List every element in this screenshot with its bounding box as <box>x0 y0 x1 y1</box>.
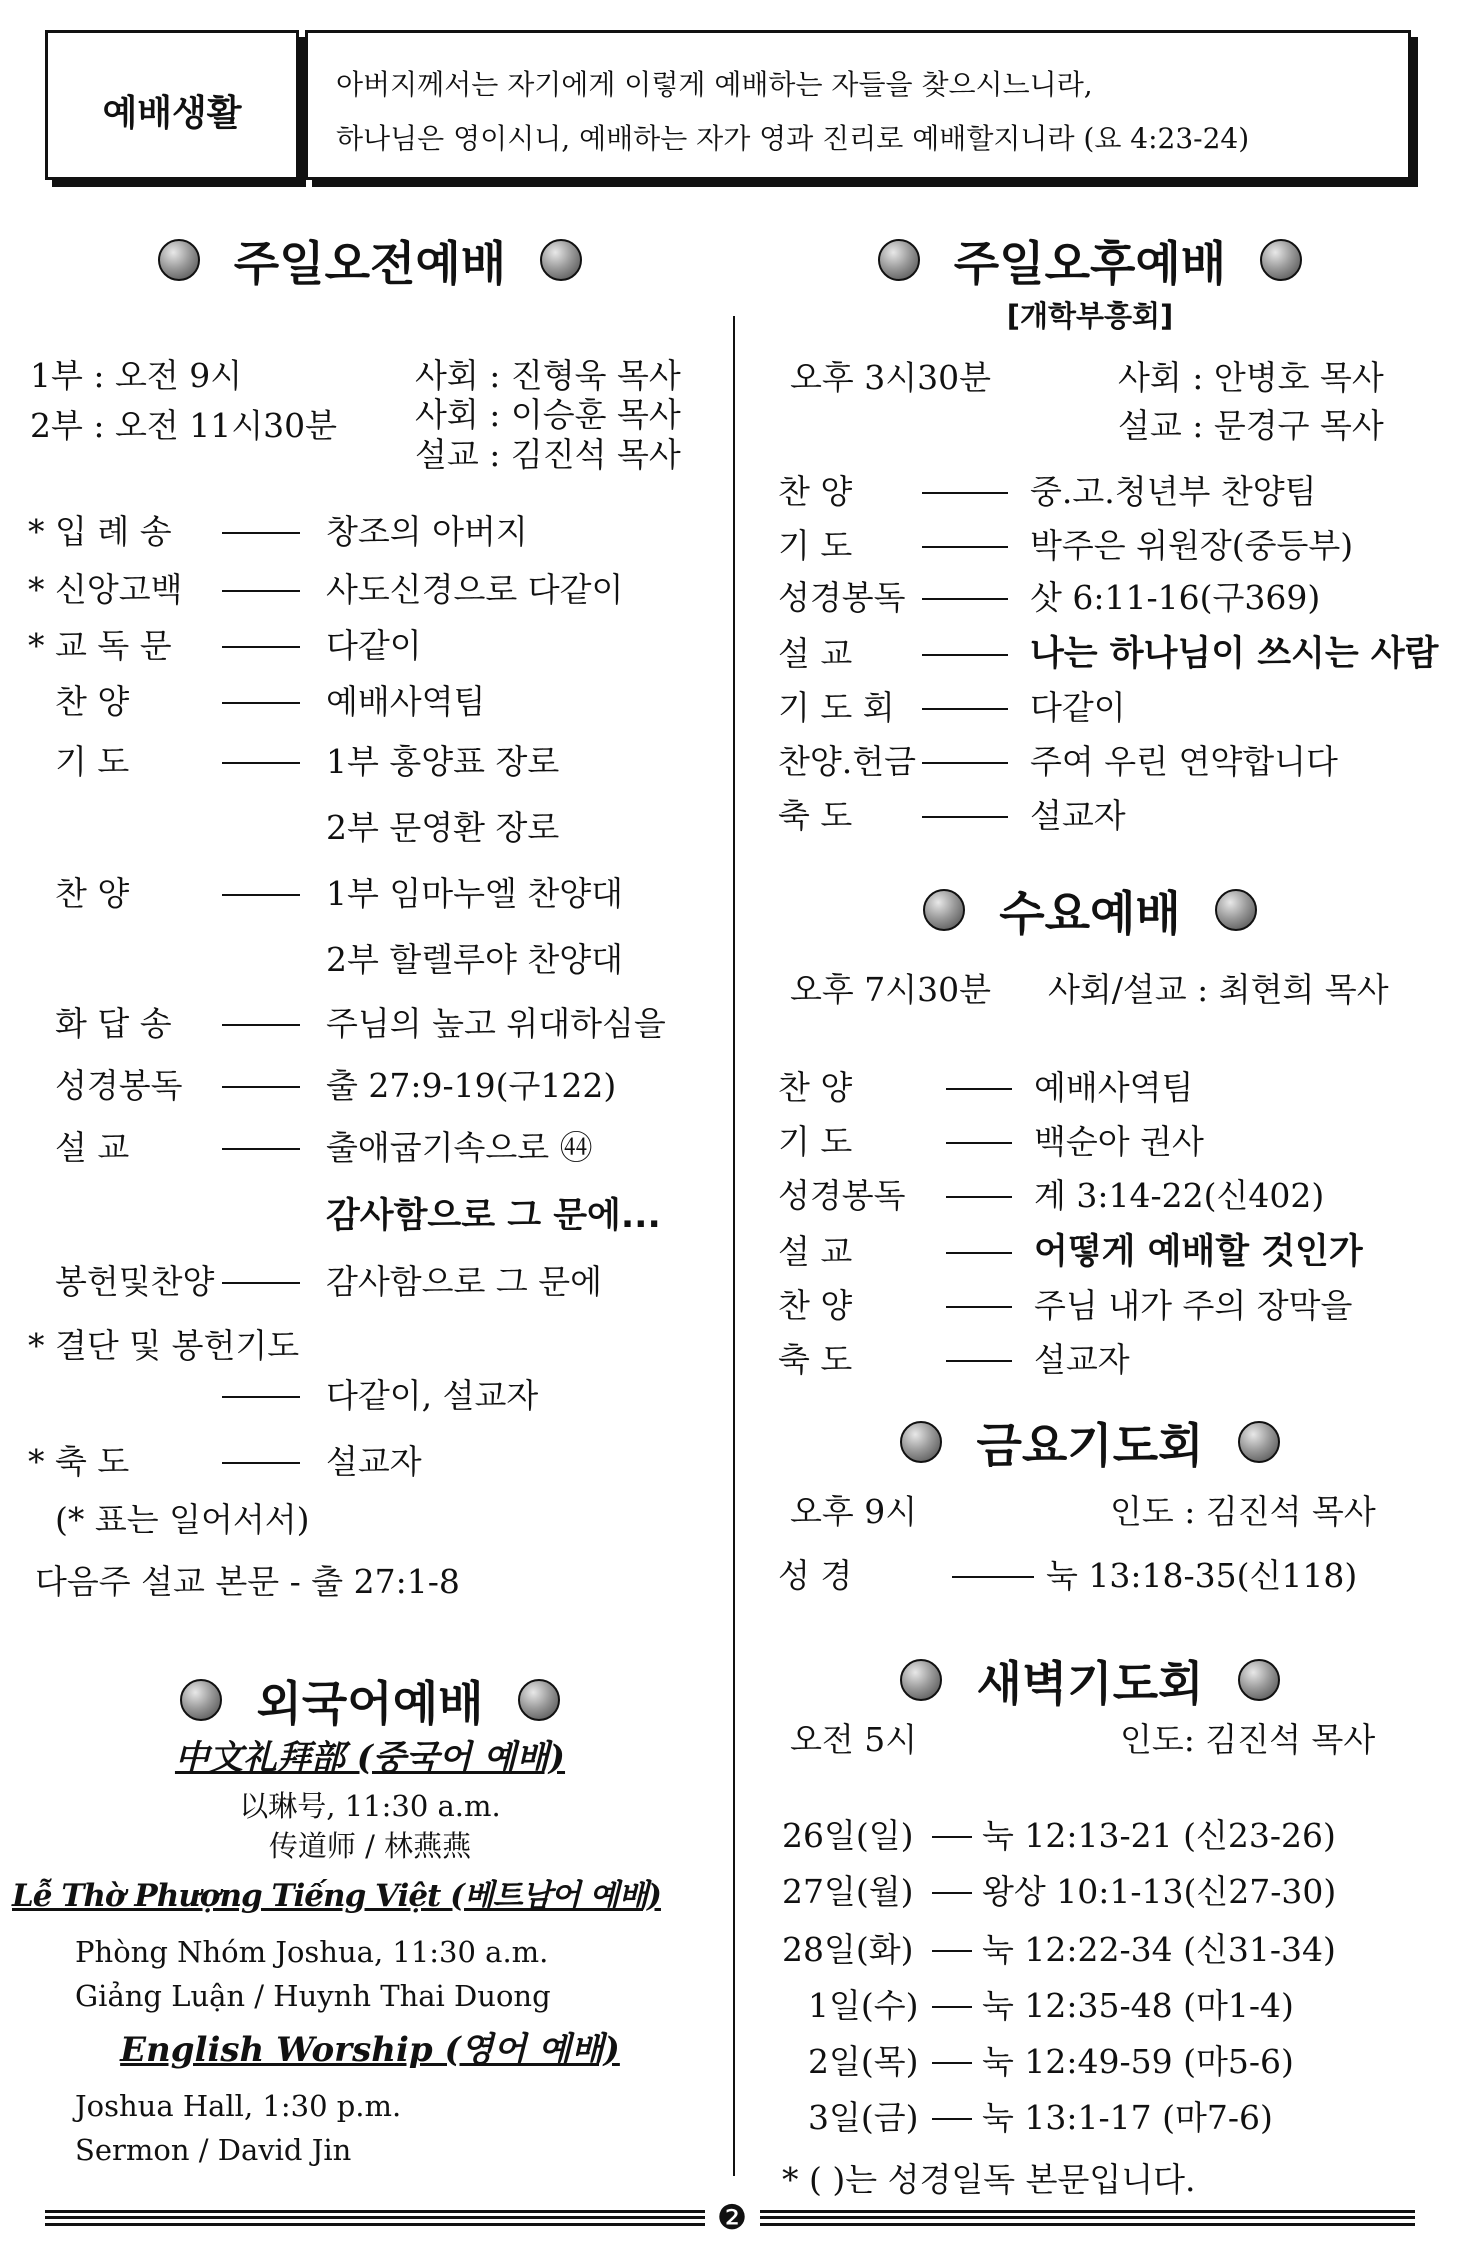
wednesday-title: 수요예배 <box>999 886 1181 942</box>
bullet-ball-icon <box>180 1679 222 1721</box>
dawn-time: 오전 5시 <box>790 1720 918 1759</box>
dash-line <box>922 654 1008 656</box>
dash-line <box>922 598 1008 600</box>
dash-line <box>922 492 1008 494</box>
order-item-value: 주님의 높고 위대하심을 <box>326 1004 666 1043</box>
dash-line <box>222 702 300 704</box>
afternoon-title: 주일오후예배 <box>953 236 1227 292</box>
bullet-ball-icon <box>518 1679 560 1721</box>
order-item-value: 1부 홍양표 장로 <box>326 742 560 781</box>
english-title: English Worship (영어 예배) <box>120 2030 620 2070</box>
order-item-value: 설교자 <box>1034 1340 1130 1379</box>
dash-line <box>222 1462 300 1464</box>
order-item-label: 찬 양 <box>778 1068 853 1107</box>
wednesday-host: 사회/설교 : 최현희 목사 <box>1048 970 1389 1009</box>
dawn-day: 1일(수) <box>808 1986 919 2025</box>
dash-line <box>932 1950 972 1952</box>
morning-part2: 2부 : 오전 11시30분 <box>30 406 337 445</box>
order-item-value: 박주은 위원장(중등부) <box>1030 526 1354 565</box>
english-line-1: Joshua Hall, 1:30 p.m. <box>75 2089 402 2123</box>
dawn-day: 2일(목) <box>808 2042 919 2081</box>
order-item-value: 다같이, 설교자 <box>326 1376 539 1415</box>
order-item-label: 축 도 <box>778 1340 853 1379</box>
order-item-label: 기 도 회 <box>778 688 895 727</box>
dash-line <box>946 1142 1012 1144</box>
morning-title: 주일오전예배 <box>233 236 507 292</box>
order-item-value: 2부 할렐루야 찬양대 <box>326 940 623 979</box>
morning-part1: 1부 : 오전 9시 <box>30 356 243 395</box>
friday-leader: 인도 : 김진석 목사 <box>1110 1492 1376 1531</box>
dash-line <box>222 894 300 896</box>
dash-line <box>946 1088 1012 1090</box>
bullet-ball-icon <box>1215 889 1257 931</box>
order-item-label: 찬 양 <box>778 472 853 511</box>
dash-line <box>222 646 300 648</box>
order-item-label: 찬양.헌금 <box>778 742 917 781</box>
dawn-reading: 눅 13:1-17 (마7-6) <box>982 2098 1273 2137</box>
foreign-title: 외국어예배 <box>256 1676 484 1732</box>
order-item-label: 성경봉독 <box>55 1066 183 1105</box>
order-item-value: 사도신경으로 다같이 <box>326 570 624 609</box>
order-item-value: 출 27:9-19(구122) <box>326 1066 617 1105</box>
order-item-value: 나는 하나님이 쓰시는 사람 <box>1030 634 1439 674</box>
order-item-label: * 입 례 송 <box>28 512 172 551</box>
bullet-ball-icon <box>923 889 965 931</box>
foreign-header <box>60 1670 680 1730</box>
dash-line <box>922 816 1008 818</box>
dash-line <box>222 1282 300 1284</box>
dash-line <box>222 1396 300 1398</box>
order-item-label: * 신앙고백 <box>28 570 183 609</box>
verse-box <box>305 30 1411 180</box>
friday-scripture: 눅 13:18-35(신118) <box>1046 1556 1358 1595</box>
dawn-reading: 눅 12:49-59 (마5-6) <box>982 2042 1294 2081</box>
dawn-leader: 인도: 김진석 목사 <box>1120 1720 1376 1759</box>
chinese-line-1: 以琳号, 11:30 a.m. <box>239 1789 501 1823</box>
morning-part2-preacher: 설교 : 김진석 목사 <box>415 435 681 474</box>
chinese-title: 中文礼拜部 (중국어 예배) <box>174 1738 566 1778</box>
order-item-value: 계 3:14-22(신402) <box>1034 1176 1325 1215</box>
order-item-label: 설 교 <box>778 634 853 673</box>
footer-rule-right <box>760 2210 1415 2226</box>
dash-line <box>932 1892 972 1894</box>
friday-header <box>770 1412 1410 1472</box>
order-item-value: 감사함으로 그 문에... <box>326 1196 661 1236</box>
bullet-ball-icon <box>540 239 582 281</box>
viet-line-2: Giảng Luận / Huynh Thai Duong <box>75 1979 551 2013</box>
order-item-value: 2부 문영환 장로 <box>326 808 560 847</box>
order-item-label: 찬 양 <box>55 874 130 913</box>
dawn-title: 새벽기도회 <box>976 1656 1204 1712</box>
order-item-label: * 결단 및 봉헌기도 <box>28 1326 300 1365</box>
order-item-value: 예배사역팀 <box>326 682 486 721</box>
footer-rule-left <box>45 2210 705 2226</box>
dash-line <box>932 2118 972 2120</box>
order-item-value: 출애굽기속으로 ㊹ <box>326 1128 593 1167</box>
viet-title: Lễ Thờ Phượng Tiếng Việt (베트남어 예배) <box>12 1878 661 1914</box>
order-item-label: 기 도 <box>778 526 853 565</box>
dawn-day: 27일(월) <box>782 1872 914 1911</box>
bullet-ball-icon <box>1260 239 1302 281</box>
dash-line <box>922 762 1008 764</box>
dash-line <box>946 1306 1012 1308</box>
order-item-label: 기 도 <box>778 1122 853 1161</box>
dawn-reading: 눅 12:13-21 (신23-26) <box>982 1816 1336 1855</box>
bullet-ball-icon <box>878 239 920 281</box>
morning-part1-host: 사회 : 진형욱 목사 <box>415 356 681 395</box>
dash-line <box>952 1576 1034 1578</box>
bullet-ball-icon <box>1238 1421 1280 1463</box>
dash-line <box>222 762 300 764</box>
afternoon-header <box>770 230 1410 290</box>
dawn-reading: 왕상 10:1-13(신27-30) <box>982 1872 1337 1911</box>
dawn-day: 26일(일) <box>782 1816 914 1855</box>
section-label-box <box>45 30 299 180</box>
dash-line <box>222 590 300 592</box>
order-item-value: 백순아 권사 <box>1034 1122 1204 1161</box>
order-item-label: 기 도 <box>55 742 130 781</box>
bullet-ball-icon <box>900 1659 942 1701</box>
dash-line <box>922 708 1008 710</box>
dash-line <box>932 2006 972 2008</box>
order-item-value: 창조의 아버지 <box>326 512 528 551</box>
order-item-value: 주님 내가 주의 장막을 <box>1034 1286 1353 1325</box>
order-item-label: 설 교 <box>55 1128 130 1167</box>
dash-line <box>222 1148 300 1150</box>
dash-line <box>222 1086 300 1088</box>
friday-title: 금요기도회 <box>976 1418 1204 1474</box>
section-label: 예배생활 <box>102 93 242 134</box>
page-number: ❷ <box>716 2198 748 2238</box>
order-item-value: 예배사역팀 <box>1034 1068 1194 1107</box>
dawn-note: * ( )는 성경일독 본문입니다. <box>782 2160 1196 2199</box>
dash-line <box>222 532 300 534</box>
order-item-label: 찬 양 <box>55 682 130 721</box>
english-line-2: Sermon / David Jin <box>75 2133 352 2167</box>
afternoon-subtitle: [개학부흥회] <box>1006 299 1174 333</box>
dawn-reading: 눅 12:35-48 (마1-4) <box>982 1986 1294 2025</box>
bullet-ball-icon <box>900 1421 942 1463</box>
dawn-header <box>770 1650 1410 1710</box>
verse-line-1: 아버지께서는 자기에게 이렇게 예배하는 자들을 찾으시느니라, <box>336 68 1093 101</box>
order-item-label: 봉헌및찬양 <box>55 1262 215 1301</box>
order-item-value: 삿 6:11-16(구369) <box>1030 578 1321 617</box>
afternoon-host: 사회 : 안병호 목사 <box>1118 358 1384 397</box>
morning-note: (* 표는 일어서서) <box>55 1500 310 1539</box>
order-item-label: 설 교 <box>778 1232 853 1271</box>
order-item-label: 찬 양 <box>778 1286 853 1325</box>
order-item-value: 다같이 <box>1030 688 1126 727</box>
order-item-label: 성경봉독 <box>778 1176 906 1215</box>
order-item-label: 축 도 <box>778 796 853 835</box>
order-item-value: 다같이 <box>326 626 422 665</box>
bullet-ball-icon <box>158 239 200 281</box>
verse-line-2: 하나님은 영이시니, 예배하는 자가 영과 진리로 예배할지니라 (요 4:23-24) <box>336 122 1250 155</box>
afternoon-time: 오후 3시30분 <box>790 358 991 397</box>
column-divider <box>733 316 735 2176</box>
dawn-reading: 눅 12:22-34 (신31-34) <box>982 1930 1336 1969</box>
order-item-value: 설교자 <box>326 1442 422 1481</box>
dash-line <box>932 2062 972 2064</box>
order-item-label: 화 답 송 <box>55 1004 172 1043</box>
order-item-value: 어떻게 예배할 것인가 <box>1034 1232 1363 1272</box>
dash-line <box>932 1836 972 1838</box>
dawn-day: 28일(화) <box>782 1930 914 1969</box>
order-item-value: 설교자 <box>1030 796 1126 835</box>
dash-line <box>946 1196 1012 1198</box>
wednesday-time: 오후 7시30분 <box>790 970 991 1009</box>
wednesday-header <box>770 880 1410 940</box>
order-item-label: 성경봉독 <box>778 578 906 617</box>
dash-line <box>922 546 1008 548</box>
dash-line <box>946 1360 1012 1362</box>
dash-line <box>222 1024 300 1026</box>
order-item-value: 주여 우린 연약합니다 <box>1030 742 1338 781</box>
order-item-label: * 교 독 문 <box>28 626 172 665</box>
bullet-ball-icon <box>1238 1659 1280 1701</box>
afternoon-preacher: 설교 : 문경구 목사 <box>1118 406 1384 445</box>
order-item-value: 1부 임마누엘 찬양대 <box>326 874 623 913</box>
dawn-day: 3일(금) <box>808 2098 919 2137</box>
order-item-value: 감사함으로 그 문에 <box>326 1262 603 1301</box>
order-item-label: * 축 도 <box>28 1442 130 1481</box>
chinese-line-2: 传道师 / 林燕燕 <box>268 1829 472 1863</box>
friday-time: 오후 9시 <box>790 1492 918 1531</box>
morning-part2-host: 사회 : 이승훈 목사 <box>415 395 681 434</box>
morning-header <box>60 230 680 290</box>
dash-line <box>946 1252 1012 1254</box>
next-week-sermon: 다음주 설교 본문 - 출 27:1-8 <box>35 1562 460 1601</box>
viet-line-1: Phòng Nhóm Joshua, 11:30 a.m. <box>75 1935 549 1969</box>
order-item-value: 중.고.청년부 찬양팀 <box>1030 472 1317 511</box>
friday-scripture-label: 성 경 <box>778 1556 853 1595</box>
